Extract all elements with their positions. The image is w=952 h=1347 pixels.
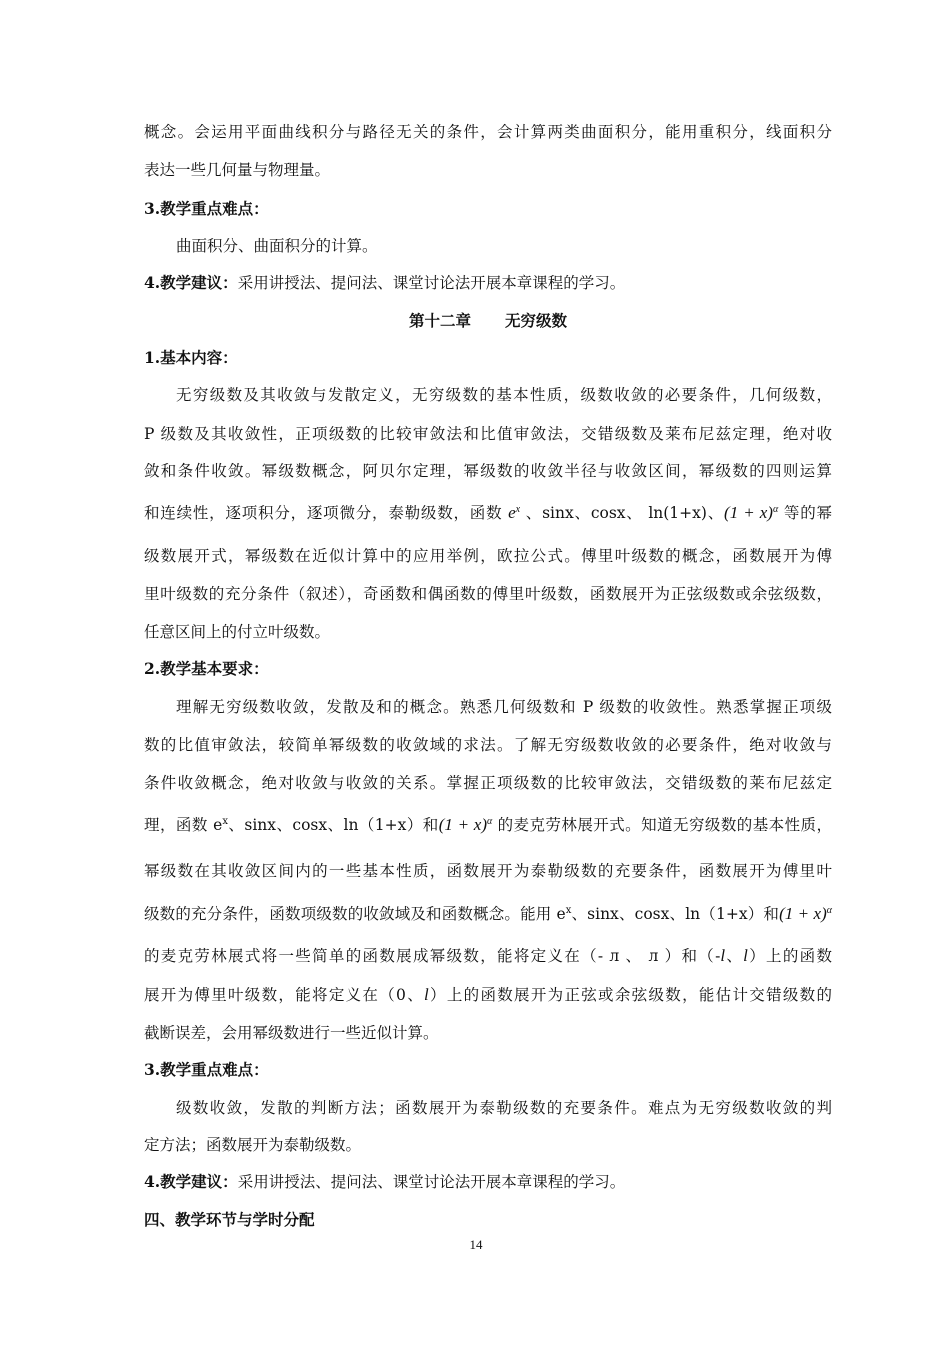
- paragraph-line: 无穷级数及其收敛与发散定义，无穷级数的基本性质，级数收敛的必要条件，几何级数，: [176, 386, 832, 404]
- text-run: 、sinx、cosx、ln（1+x）和: [571, 905, 780, 923]
- math-superscript: x: [515, 503, 521, 515]
- paragraph-line: 截断误差，会用幂级数进行一些近似计算。: [144, 1024, 439, 1042]
- page-number: 14: [469, 1237, 483, 1252]
- math-superscript: x: [565, 904, 572, 916]
- text-run: 级数的充分条件，函数项级数的收敛域及和函数概念。能用 e: [144, 905, 566, 923]
- paragraph-line: [144, 985, 832, 1005]
- math-superscript: α: [486, 815, 493, 827]
- paragraph-line: 表达一些几何量与物理量。: [144, 161, 331, 179]
- paragraph-line: [144, 503, 832, 523]
- section-heading: 2.教学基本要求：: [144, 659, 269, 678]
- text-run: ）上的函数展开为正弦或余弦级数，能估计交错级数的: [428, 986, 832, 1004]
- paragraph-line: 任意区间上的付立叶级数。: [144, 623, 331, 641]
- text-run: 、sinx、cosx、ln（1+x）和: [227, 816, 439, 834]
- math-superscript: α: [772, 503, 779, 515]
- math-superscript: x: [222, 815, 228, 827]
- text-run: 的麦克劳林展式将一些简单的函数展成幂级数，能将定义在（- л 、 л ）和（-: [144, 947, 721, 965]
- paragraph-text: 采用讲授法、提问法、课堂讨论法开展本章课程的学习。: [237, 1173, 626, 1191]
- paragraph-text: 采用讲授法、提问法、课堂讨论法开展本章课程的学习。: [237, 274, 626, 292]
- math-l: l: [424, 985, 429, 1004]
- paragraph-line: 理解无穷级数收敛，发散及和的概念。熟悉几何级数和 P 级数的收敛性。熟悉掌握正项级: [176, 698, 832, 716]
- paragraph-line: 数的比值审敛法，较简单幂级数的收敛域的求法。了解无穷级数收敛的必要条件，绝对收敛与: [144, 736, 832, 754]
- paragraph-line: [144, 273, 625, 293]
- math-expression: (1 + x): [779, 904, 827, 923]
- paragraph-line: [144, 815, 832, 835]
- math-l: l: [720, 946, 726, 965]
- paragraph-line: 里叶级数的充分条件（叙述），奇函数和偶函数的傅里叶级数，函数展开为正弦级数或余弦级数，: [144, 585, 832, 603]
- math-e: e: [508, 503, 516, 522]
- chapter-title: [144, 311, 832, 331]
- paragraph-line: 曲面积分、曲面积分的计算。: [176, 237, 378, 255]
- paragraph-line: 级数收敛，发散的判断方法；函数展开为泰勒级数的充要条件。难点为无穷级数收敛的判: [176, 1099, 832, 1117]
- text-run: 等的幂: [778, 504, 832, 522]
- section-heading: 4.教学建议：: [144, 273, 238, 292]
- math-l: l: [743, 946, 748, 965]
- text-run: ）上的函数: [747, 947, 832, 965]
- chapter-number: 第十二章: [408, 311, 471, 330]
- text-run: 、: [725, 947, 744, 965]
- chapter-name: 无穷级数: [505, 311, 568, 330]
- math-superscript: α: [826, 904, 833, 916]
- paragraph-line: P 级数及其收敛性，正项级数的比较审敛法和比值审敛法，交错级数及莱布尼兹定理，绝对收: [144, 425, 832, 443]
- section-heading: 四、教学环节与学时分配: [144, 1210, 315, 1229]
- section-heading: 3.教学重点难点：: [144, 1060, 269, 1079]
- math-expression: (1 + x): [438, 815, 487, 834]
- paragraph-line: 概念。会运用平面曲线积分与路径无关的条件，会计算两类曲面积分，能用重积分，线面积分: [144, 123, 832, 141]
- section-heading: 1.基本内容：: [144, 348, 238, 367]
- paragraph-line: 幂级数在其收敛区间内的一些基本性质，函数展开为泰勒级数的充要条件，函数展开为傅里叶: [144, 862, 832, 880]
- paragraph-line: [144, 904, 832, 924]
- section-heading: 3.教学重点难点：: [144, 199, 269, 218]
- paragraph-line: 敛和条件收敛。幂级数概念，阿贝尔定理，幂级数的收敛半径与收敛区间，幂级数的四则运算: [144, 462, 832, 480]
- text-run: 、sinx、cosx、 ln(1+x)、: [520, 504, 725, 522]
- paragraph-line: 条件收敛概念，绝对收敛与收敛的关系。掌握正项级数的比较审敛法，交错级数的莱布尼兹定: [144, 774, 832, 792]
- paragraph-line: 级数展开式，幂级数在近似计算中的应用举例，欧拉公式。傅里叶级数的概念，函数展开为傅: [144, 547, 832, 565]
- text-run: 理，函数 e: [144, 816, 223, 834]
- paragraph-line: [144, 1172, 625, 1192]
- text-run: 和连续性，逐项积分，逐项微分，泰勒级数，函数: [144, 504, 509, 522]
- section-heading: 4.教学建议：: [144, 1172, 238, 1191]
- paragraph-line: 定方法；函数展开为泰勒级数。: [144, 1136, 362, 1154]
- text-run: 的麦克劳林展开式。知道无穷级数的基本性质，: [492, 816, 833, 834]
- paragraph-line: [144, 946, 832, 966]
- math-expression: (1 + x): [724, 503, 773, 522]
- text-run: 展开为傅里叶级数，能将定义在（0、: [144, 986, 424, 1004]
